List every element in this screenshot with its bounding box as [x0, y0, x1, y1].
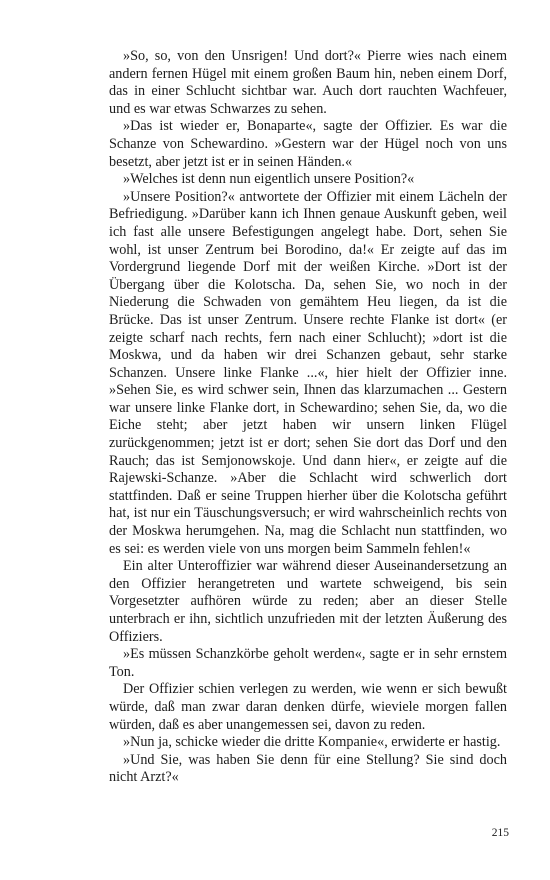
paragraph: »Unsere Position?« antwortete der Offizier mit einem Lächeln der Befriedigung. »Darüber kann ich Ihnen genaue Auskunft geben, weil ich fast alle unsere Befestigungen angelegt habe. Dort, sehen Sie wohl, ist unser Zentrum bei Borodino, da!« Er zeigte auf das im Vordergrund liegende Dorf mit der weißen Kirche. »Dort ist der Übergang über die Kolotscha. Da, sehen Sie, wo noch in der Niederung die Schwaden von gemähtem Heu liegen, da ist die Brücke. Das ist unser Zentrum. Unsere rechte Flanke ist dort« (er zeigte scharf nach rechts, fern nach einer Schlucht); »dort ist die Moskwa, und da haben wir drei Schanzen gebaut, sehr starke Schanzen. Unsere linke Flanke ...«, hier hielt der Offizier inne. »Sehen Sie, es wird schwer sein, Ihnen das klarzumachen ... Gestern war unsere linke Flanke dort, in Schewardino; sehen Sie, da, wo die Eiche steht; aber jetzt haben wir unsern linken Flügel zurückgenommen; jetzt ist er dort; sehen Sie dort das Dorf und den Rauch; das ist Semjonowskoje. Und dann hier«, er zeigte auf die Rajewski-Schanze. »Aber die Schlacht wird schwerlich dort stattfinden. Daß er seine Truppen hierher über die Kolotscha geführt hat, ist nur ein Täuschungsversuch; er wird wahrscheinlich rechts von der Moskwa herumgehen. Na, mag die Schlacht nun stattfinden, wo es sei: es werden viele von uns morgen beim Sammeln fehlen!«: [109, 188, 507, 557]
paragraph: »Und Sie, was haben Sie denn für eine Stellung? Sie sind doch nicht Arzt?«: [109, 751, 507, 786]
paragraph: »Es müssen Schanzkörbe geholt werden«, sagte er in sehr ernstem Ton.: [109, 646, 507, 680]
paragraph: »Das ist wieder er, Bonaparte«, sagte der Offizier. Es war die Schanze von Schewardino. »Gestern war der Hügel noch von uns besetzt, aber jetzt ist er in seinen Händen.«: [109, 118, 507, 170]
body-text: [109, 48, 507, 787]
paragraph: »Nun ja, schicke wieder die dritte Kompanie«, erwiderte er hastig.: [123, 734, 501, 751]
paragraph: »Welches ist denn nun eigentlich unsere Position?«: [123, 171, 415, 188]
paragraph: Der Offizier schien verlegen zu werden, wie wenn er sich bewußt würde, daß man zwar daran denken dürfe, wieviele morgen fallen würden, daß es aber unangemessen sei, davon zu reden.: [109, 681, 507, 733]
paragraph: Ein alter Unteroffizier war während dieser Auseinandersetzung an den Offizier herangetreten und wartete schweigend, bis sein Vorgesetzter aufhören würde zu reden; aber an dieser Stelle unterbrach er ihn, sichtlich unzufrieden mit der letzten Äußerung des Offiziers.: [109, 558, 507, 645]
paragraph: »So, so, von den Unsrigen! Und dort?« Pierre wies nach einem andern fernen Hügel mit einem großen Baum hin, neben einem Dorf, das in einer Schlucht sichtbar war. Auch dort rauchten Wachfeuer, und es war etwas Schwarzes zu sehen.: [109, 48, 507, 117]
page-number: 215: [491, 827, 509, 839]
